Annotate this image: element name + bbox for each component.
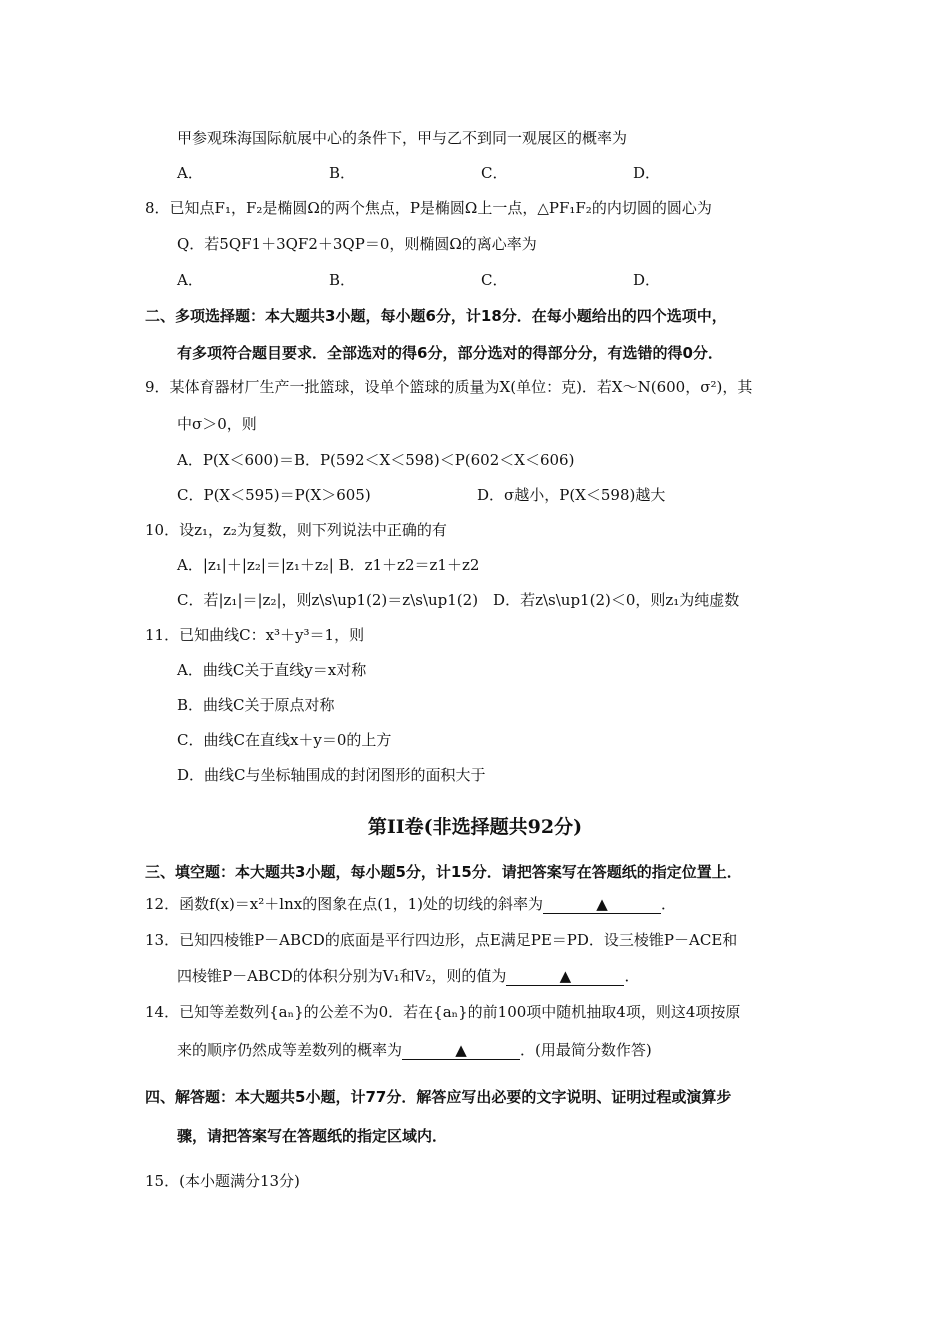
q13-text: 四棱锥P－ABCD的体积分别为V₁和V₂，则的值为 xyxy=(177,967,507,985)
q9-line2: 中σ＞0，则 xyxy=(177,415,257,433)
q12-answer-blank[interactable]: ▲ xyxy=(543,895,661,914)
q7-option-c: C． xyxy=(481,164,508,182)
q14-end: ．(用最简分数作答) xyxy=(520,1041,652,1059)
q11-option-b: B．曲线C关于原点对称 xyxy=(177,696,335,714)
q15-heading: 15．(本小题满分13分) xyxy=(145,1172,300,1190)
q13-end: ． xyxy=(624,967,640,985)
part2-title: 第II卷(非选择题共92分) xyxy=(367,816,583,838)
q9-options-ab: A．P(X＜600)＝B．P(592＜X＜598)＜P(602＜X＜606) xyxy=(177,451,575,469)
q9-option-c: C．P(X＜595)＝P(X＞605) xyxy=(177,486,371,504)
q8-option-a: A． xyxy=(177,271,203,289)
q10-options-ab: A．|z₁|＋|z₂|＝|z₁＋z₂| B．z1＋z2＝z1＋z2 xyxy=(177,556,480,574)
q14-text: 来的顺序仍然成等差数列的概率为 xyxy=(177,1041,403,1059)
q14-line1: 14．已知等差数列{aₙ}的公差不为0．若在{aₙ}的前100项中随机抽取4项，则这4项按原 xyxy=(145,1003,741,1021)
q8-option-b: B． xyxy=(329,271,356,289)
section2-heading-line2: 有多项符合题目要求．全部选对的得6分，部分选对的得部分分，有选错的得0分． xyxy=(177,344,723,362)
q13-answer-blank[interactable]: ▲ xyxy=(506,967,624,986)
q9-line1: 9．某体育器材厂生产一批篮球，设单个篮球的质量为X(单位：克)．若X～N(600，σ²)，其 xyxy=(145,378,753,396)
section4-heading-line2: 骤，请把答案写在答题纸的指定区域内． xyxy=(177,1127,448,1145)
q14-line2 xyxy=(177,1040,652,1060)
section3-heading: 三、填空题：本大题共3小题，每小题5分，计15分．请把答案写在答题纸的指定位置上． xyxy=(145,863,742,881)
q7-continuation: 甲参观珠海国际航展中心的条件下，甲与乙不到同一观展区的概率为 xyxy=(177,129,628,147)
q10-options-cd: C．若|z₁|＝|z₂|，则z\s\up1(2)＝z\s\up1(2) D．若z\s\up1(2)＜0，则z₁为纯虚数 xyxy=(177,591,740,609)
q7-option-d: D． xyxy=(633,164,661,182)
q9-option-d: D．σ越小，P(X＜598)越大 xyxy=(477,486,666,504)
q13-line2 xyxy=(177,966,639,986)
q11-option-c: C．曲线C在直线x＋y＝0的上方 xyxy=(177,731,392,749)
q12 xyxy=(145,894,676,914)
q14-answer-blank[interactable]: ▲ xyxy=(402,1041,520,1060)
q8-options xyxy=(177,270,660,290)
q8-line1: 8．已知点F₁，F₂是椭圆Ω的两个焦点，P是椭圆Ω上一点，△PF₁F₂的内切圆的圆心为 xyxy=(145,199,712,217)
q7-option-a: A． xyxy=(177,164,203,182)
q12-text: 12．函数f(x)＝x²＋lnx的图象在点(1，1)处的切线的斜率为 xyxy=(145,895,543,913)
q8-line2: Q．若5QF1＋3QF2＋3QP＝0，则椭圆Ω的离心率为 xyxy=(177,235,537,253)
section4-heading: 四、解答题：本大题共5小题，计77分．解答应写出必要的文字说明、证明过程或演算步 xyxy=(145,1088,732,1106)
q8-option-c: C． xyxy=(481,271,508,289)
q11-option-d: D．曲线C与坐标轴围成的封闭图形的面积大于 xyxy=(177,766,486,784)
section2-heading: 二、多项选择题：本大题共3小题，每小题6分，计18分．在每小题给出的四个选项中， xyxy=(145,307,727,325)
q10-line1: 10．设z₁，z₂为复数，则下列说法中正确的有 xyxy=(145,521,447,539)
q13-line1: 13．已知四棱锥P－ABCD的底面是平行四边形，点E满足PE＝PD．设三棱锥P－ACE和 xyxy=(145,931,738,949)
q11-option-a: A．曲线C关于直线y＝x对称 xyxy=(177,661,367,679)
q11-line1: 11．已知曲线C：x³＋y³＝1，则 xyxy=(145,626,365,644)
q7-option-b: B． xyxy=(329,164,356,182)
q12-end: ． xyxy=(661,895,677,913)
q7-options xyxy=(177,163,660,183)
q8-option-d: D． xyxy=(633,271,661,289)
